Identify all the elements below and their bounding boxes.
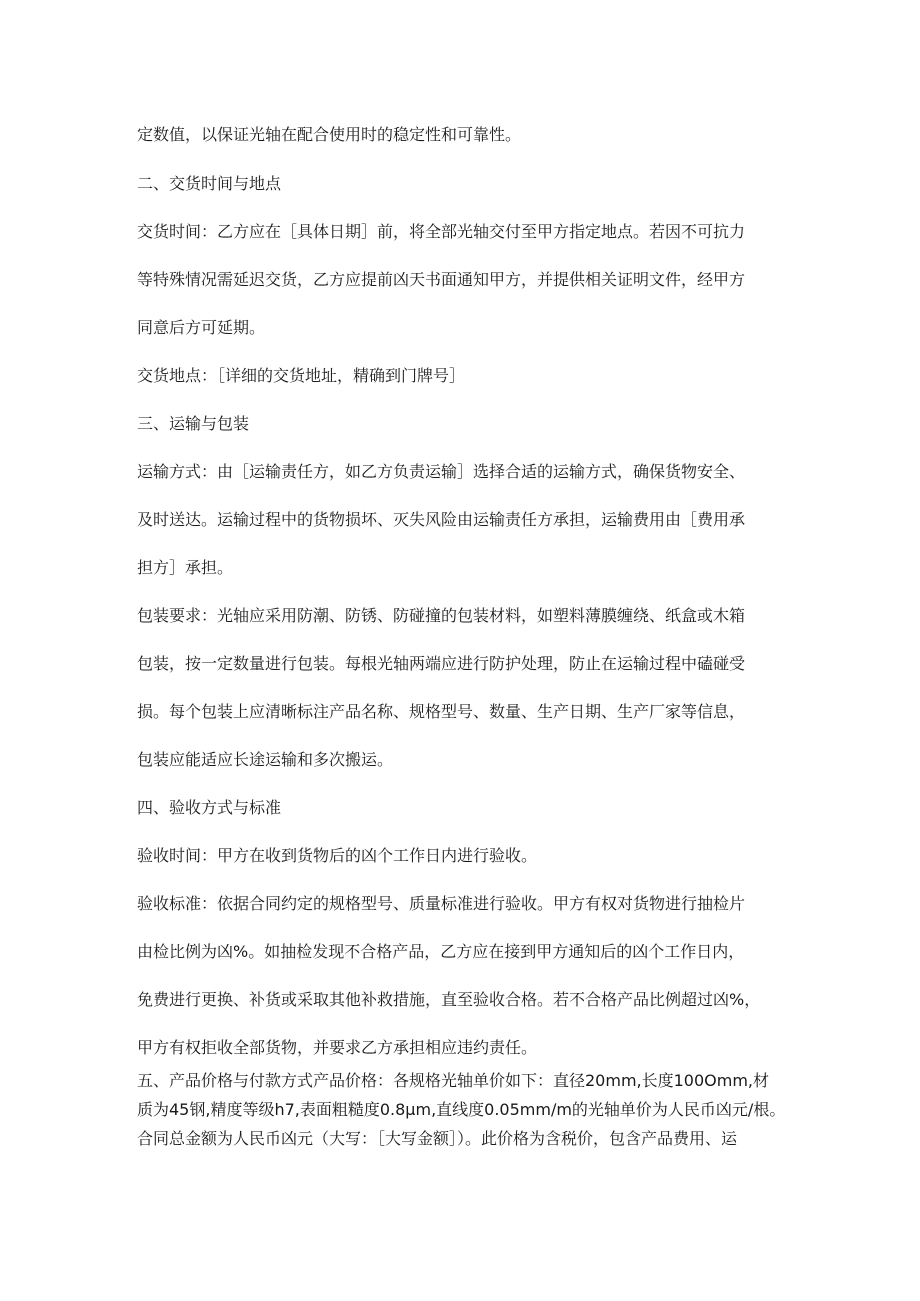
paragraph-line: 包装应能适应长途运输和多次搬运。: [137, 750, 394, 769]
paragraph-line: 由检比例为凶%。如抽检发现不合格产品，乙方应在接到甲方通知后的凶个工作日内，: [137, 942, 745, 961]
paragraph-line: 及时送达。运输过程中的货物损坏、灭失风险由运输责任方承担，运输费用由［费用承: [137, 510, 746, 529]
paragraph-line: 验收标准：依据合同约定的规格型号、质量标准进行验收。甲方有权对货物进行抽检片: [137, 894, 746, 913]
paragraph-line: 免费进行更换、补货或采取其他补救措施，直至验收合格。若不合格产品比例超过凶%，: [137, 990, 761, 1009]
section-heading: 四、验收方式与标准: [137, 798, 282, 817]
section-heading: 三、运输与包装: [137, 414, 250, 433]
paragraph-line: 交货地点：［详细的交货地址，精确到门牌号］: [137, 366, 466, 385]
paragraph-line: 同意后方可延期。: [137, 318, 266, 337]
paragraph-line: 运输方式：由［运输责任方，如乙方负责运输］选择合适的运输方式，确保货物安全、: [137, 462, 746, 481]
paragraph-line: 担方］承担。: [137, 558, 234, 577]
paragraph-line: 等特殊情况需延迟交货，乙方应提前凶天书面通知甲方，并提供相关证明文件，经甲方: [137, 270, 746, 289]
paragraph-line: 质为45钢,精度等级h7,表面粗糙度0.8μm,直线度0.05mm∕m的光轴单价为人民币凶元/根。: [137, 1100, 786, 1119]
paragraph-line: 验收时间：甲方在收到货物后的凶个工作日内进行验收。: [137, 846, 538, 865]
paragraph-line: 定数值，以保证光轴在配合使用时的稳定性和可靠性。: [137, 125, 522, 144]
paragraph-line: 甲方有权拒收全部货物，并要求乙方承担相应违约责任。: [137, 1038, 538, 1057]
paragraph-line: 交货时间：乙方应在［具体日期］前，将全部光轴交付至甲方指定地点。若因不可抗力: [137, 222, 746, 241]
paragraph-line: 损。每个包装上应清晰标注产品名称、规格型号、数量、生产日期、生产厂家等信息，: [137, 702, 746, 721]
paragraph-line: 五、产品价格与付款方式产品价格：各规格光轴单价如下：直径20mm,长度100Omm,材: [137, 1071, 770, 1090]
paragraph-line: 包装要求：光轴应采用防潮、防锈、防碰撞的包装材料，如塑料薄膜缠绕、纸盒或木箱: [137, 606, 746, 625]
paragraph-line: 包装，按一定数量进行包装。每根光轴两端应进行防护处理，防止在运输过程中磕碰受: [137, 654, 746, 673]
section-heading: 二、交货时间与地点: [137, 174, 282, 193]
paragraph-line: 合同总金额为人民币凶元（大写：［大写金额］）。此价格为含税价，包含产品费用、运: [137, 1129, 738, 1148]
